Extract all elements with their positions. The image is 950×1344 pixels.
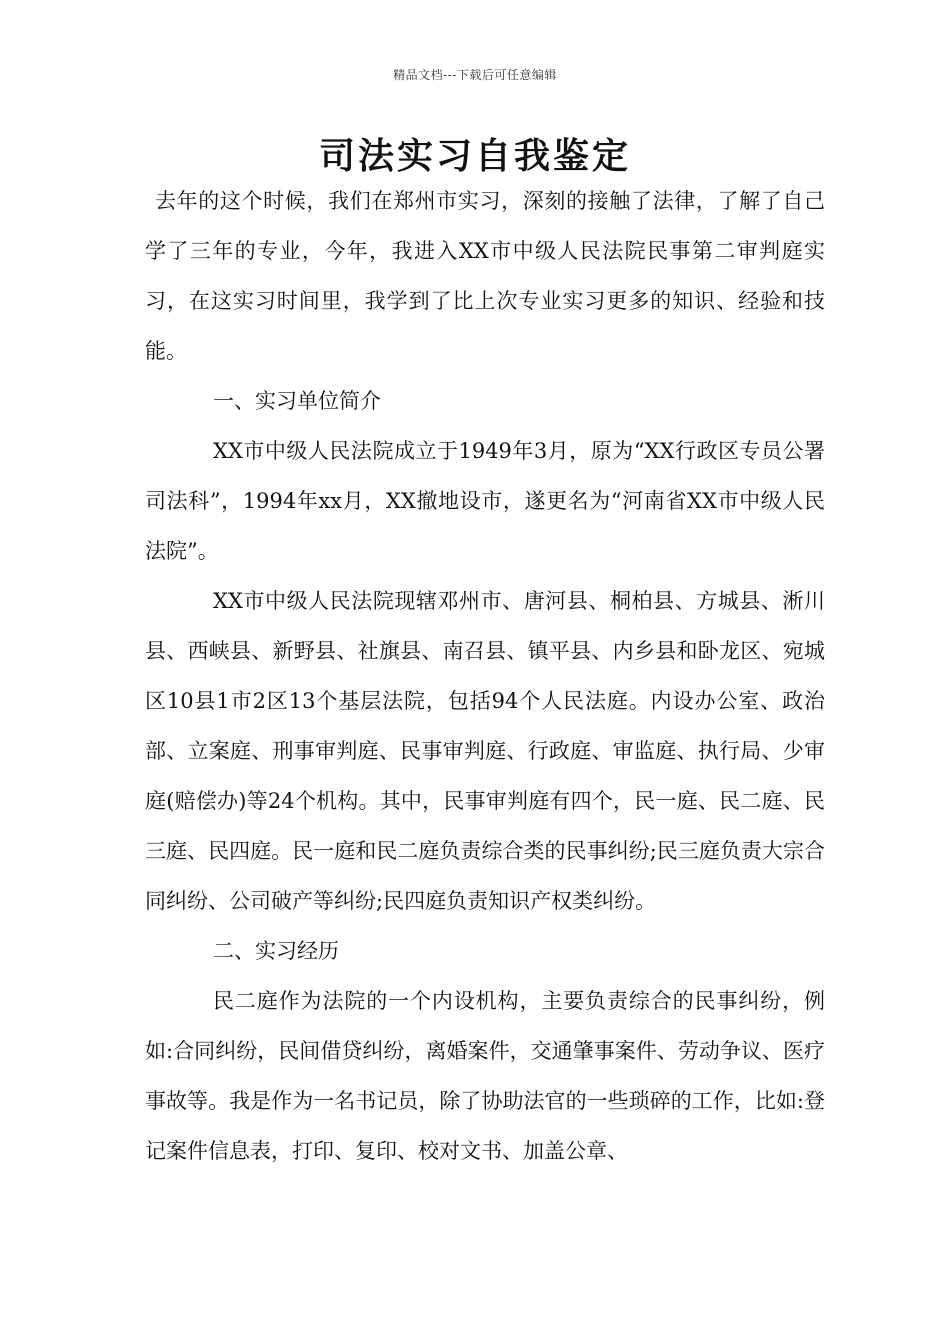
paragraph-court-history: XX市中级人民法院成立于1949年3月，原为“XX行政区专员公署司法科”，1994年xx月，XX撤地设市，遂更名为“河南省XX市中级人民法院”。 xyxy=(145,439,825,563)
document-title: 司法实习自我鉴定 xyxy=(318,136,631,177)
paragraph-intro: 去年的这个时候，我们在郑州市实习，深刻的接触了法律，了解了自己学了三年的专业，今年，我进入XX市中级人民法院民事第二审判庭实习，在这实习时间里，我学到了比上次专业实习更多的知识、经验和技能。 xyxy=(145,189,825,363)
section-heading-unit-intro: 一、实习单位简介 xyxy=(213,389,381,413)
paragraph-experience: 民二庭作为法院的一个内设机构，主要负责综合的民事纠纷，例如:合同纠纷，民间借贷纠纷，离婚案件，交通肇事案件、劳动争议、医疗事故等。我是作为一名书记员，除了协助法官的一些琐碎的工作，比如:登记案件信息表，打印、复印、校对文书、加盖公章、 xyxy=(145,989,825,1163)
section-heading-experience: 二、实习经历 xyxy=(213,939,339,963)
document-body xyxy=(145,176,825,1176)
page-header: 精品文档---下载后可任意编辑 xyxy=(393,68,557,82)
paragraph-court-jurisdiction: XX市中级人民法院现辖邓州市、唐河县、桐柏县、方城县、淅川县、西峡县、新野县、社旗县、南召县、镇平县、内乡县和卧龙区、宛城区10县1市2区13个基层法院，包括94个人民法庭。内设办公室、政治部、立案庭、刑事审判庭、民事审判庭、行政庭、审监庭、执行局、少审庭(赔偿办)等24个机构。其中，民事审判庭有四个，民一庭、民二庭、民三庭、民四庭。民一庭和民二庭负责综合类的民事纠纷;民三庭负责大宗合同纠纷、公司破产等纠纷;民四庭负责知识产权类纠纷。 xyxy=(145,589,825,913)
